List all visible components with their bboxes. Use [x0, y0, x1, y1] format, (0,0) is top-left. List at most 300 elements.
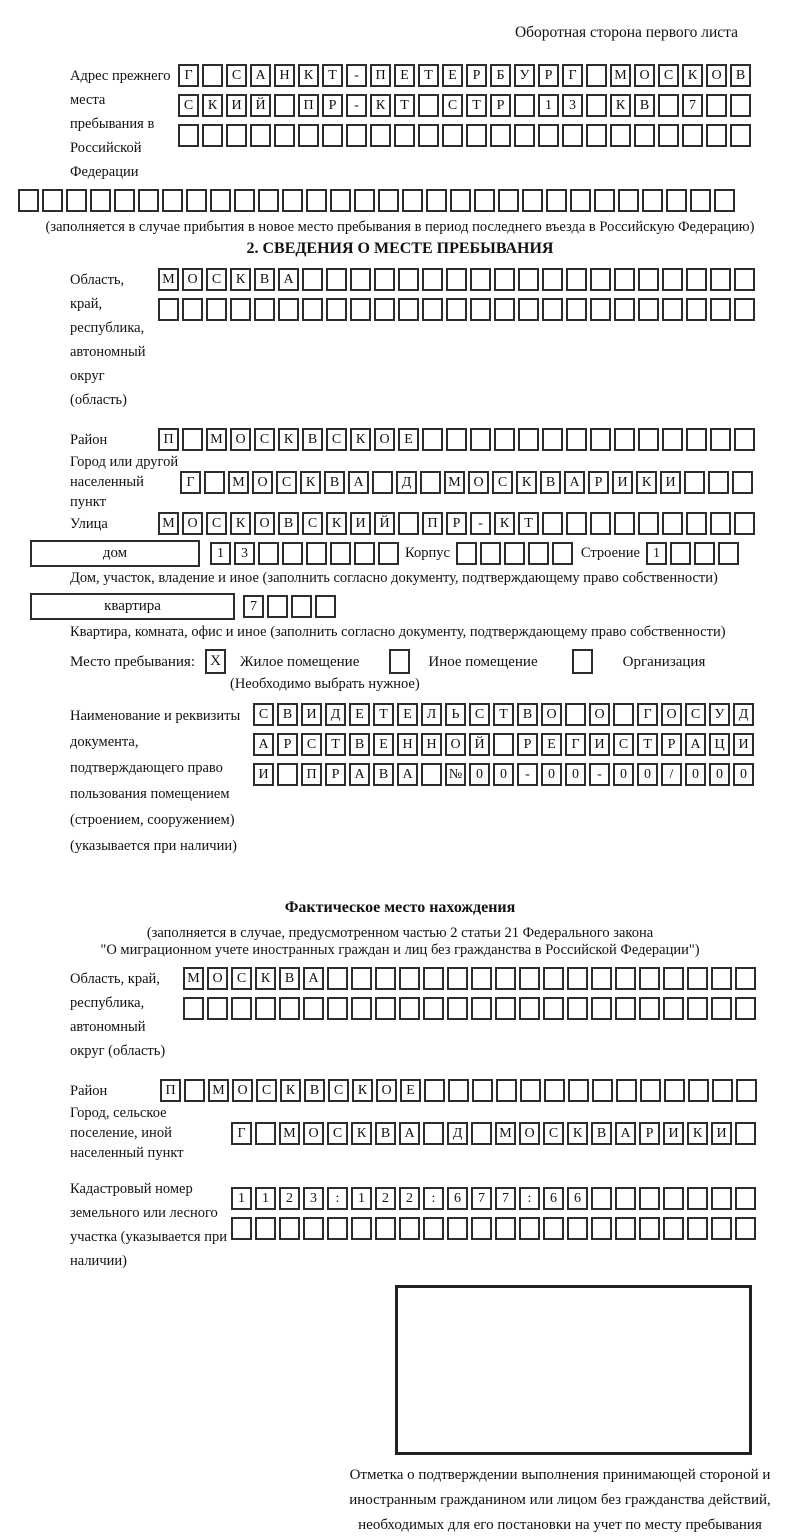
char-box[interactable]: А [253, 733, 274, 756]
char-box[interactable]: 7 [682, 94, 703, 117]
char-box[interactable] [686, 512, 707, 535]
char-box[interactable]: К [255, 967, 276, 990]
char-box[interactable]: 1 [231, 1187, 252, 1210]
char-box[interactable] [542, 512, 563, 535]
char-box[interactable] [298, 124, 319, 147]
char-box[interactable] [450, 189, 471, 212]
char-box[interactable] [639, 997, 660, 1020]
char-box[interactable] [735, 1122, 756, 1145]
char-box[interactable] [634, 124, 655, 147]
char-box[interactable] [418, 124, 439, 147]
char-box[interactable] [303, 1217, 324, 1240]
char-box[interactable]: О [303, 1122, 324, 1145]
char-box[interactable] [544, 1079, 565, 1102]
char-box[interactable] [735, 997, 756, 1020]
char-box[interactable]: О [541, 703, 562, 726]
char-box[interactable]: И [226, 94, 247, 117]
char-box[interactable]: О [445, 733, 466, 756]
char-box[interactable] [471, 1217, 492, 1240]
char-box[interactable] [590, 268, 611, 291]
char-box[interactable]: К [370, 94, 391, 117]
char-box[interactable] [351, 1217, 372, 1240]
char-box[interactable]: Г [180, 471, 201, 494]
char-box[interactable] [586, 94, 607, 117]
char-box[interactable] [687, 1217, 708, 1240]
char-box[interactable]: 2 [279, 1187, 300, 1210]
char-box[interactable] [378, 189, 399, 212]
char-box[interactable]: Р [446, 512, 467, 535]
char-box[interactable]: О [230, 428, 251, 451]
char-box[interactable] [638, 268, 659, 291]
char-box[interactable] [158, 298, 179, 321]
char-box[interactable] [394, 124, 415, 147]
char-box[interactable]: М [158, 512, 179, 535]
char-box[interactable] [350, 298, 371, 321]
char-box[interactable]: М [206, 428, 227, 451]
char-box[interactable]: 6 [567, 1187, 588, 1210]
char-box[interactable] [638, 298, 659, 321]
char-box[interactable]: Е [373, 733, 394, 756]
char-box[interactable] [498, 189, 519, 212]
char-box[interactable] [638, 512, 659, 535]
char-box[interactable] [662, 428, 683, 451]
char-box[interactable]: А [685, 733, 706, 756]
char-box[interactable]: К [494, 512, 515, 535]
char-box[interactable] [326, 298, 347, 321]
char-box[interactable]: Т [373, 703, 394, 726]
char-box[interactable] [372, 471, 393, 494]
char-box[interactable]: С [276, 471, 297, 494]
char-box[interactable] [423, 1122, 444, 1145]
char-box[interactable]: С [206, 512, 227, 535]
char-box[interactable] [447, 997, 468, 1020]
char-box[interactable] [710, 512, 731, 535]
char-box[interactable]: С [328, 1079, 349, 1102]
char-box[interactable] [350, 268, 371, 291]
char-box[interactable] [519, 1217, 540, 1240]
char-box[interactable]: И [733, 733, 754, 756]
char-box[interactable] [712, 1079, 733, 1102]
char-box[interactable]: Н [397, 733, 418, 756]
char-box[interactable]: 1 [255, 1187, 276, 1210]
char-box[interactable]: К [567, 1122, 588, 1145]
char-box[interactable] [402, 189, 423, 212]
char-box[interactable]: / [661, 763, 682, 786]
char-box[interactable] [374, 298, 395, 321]
char-box[interactable]: Е [394, 64, 415, 87]
char-box[interactable]: О [374, 428, 395, 451]
char-box[interactable] [182, 428, 203, 451]
char-box[interactable]: И [612, 471, 633, 494]
char-box[interactable] [42, 189, 63, 212]
char-box[interactable] [706, 94, 727, 117]
char-box[interactable]: Р [661, 733, 682, 756]
char-box[interactable] [710, 298, 731, 321]
char-box[interactable]: 0 [685, 763, 706, 786]
char-box[interactable]: К [280, 1079, 301, 1102]
char-box[interactable] [493, 733, 514, 756]
char-box[interactable] [162, 189, 183, 212]
char-box[interactable]: Р [322, 94, 343, 117]
char-box[interactable]: 0 [709, 763, 730, 786]
char-box[interactable] [591, 1187, 612, 1210]
char-box[interactable]: Е [541, 733, 562, 756]
char-box[interactable]: Й [250, 94, 271, 117]
char-box[interactable]: П [301, 763, 322, 786]
char-box[interactable] [736, 1079, 757, 1102]
char-box[interactable] [302, 298, 323, 321]
char-box[interactable] [735, 967, 756, 990]
char-box[interactable] [687, 1187, 708, 1210]
char-box[interactable] [735, 1217, 756, 1240]
char-box[interactable] [418, 94, 439, 117]
char-box[interactable]: А [303, 967, 324, 990]
char-box[interactable]: М [208, 1079, 229, 1102]
char-box[interactable]: П [158, 428, 179, 451]
char-box[interactable] [616, 1079, 637, 1102]
char-box[interactable]: М [183, 967, 204, 990]
char-box[interactable] [279, 1217, 300, 1240]
char-box[interactable]: 0 [637, 763, 658, 786]
char-box[interactable]: 0 [733, 763, 754, 786]
char-box[interactable] [354, 542, 375, 565]
char-box[interactable] [494, 428, 515, 451]
char-box[interactable]: С [469, 703, 490, 726]
char-box[interactable] [442, 124, 463, 147]
char-box[interactable]: А [564, 471, 585, 494]
char-box[interactable]: - [517, 763, 538, 786]
char-box[interactable]: П [422, 512, 443, 535]
char-box[interactable]: В [302, 428, 323, 451]
char-box[interactable]: 0 [541, 763, 562, 786]
char-box[interactable] [714, 189, 735, 212]
char-box[interactable] [447, 1217, 468, 1240]
char-box[interactable] [514, 124, 535, 147]
char-box[interactable] [267, 595, 288, 618]
char-box[interactable] [734, 428, 755, 451]
char-box[interactable]: 6 [543, 1187, 564, 1210]
char-box[interactable]: В [373, 763, 394, 786]
char-box[interactable] [278, 298, 299, 321]
char-box[interactable]: И [350, 512, 371, 535]
char-box[interactable]: К [278, 428, 299, 451]
char-box[interactable] [694, 542, 715, 565]
char-box[interactable] [351, 997, 372, 1020]
char-box[interactable] [730, 94, 751, 117]
char-box[interactable] [687, 967, 708, 990]
char-box[interactable]: П [160, 1079, 181, 1102]
char-box[interactable] [735, 1187, 756, 1210]
char-box[interactable] [567, 967, 588, 990]
char-box[interactable] [330, 542, 351, 565]
char-box[interactable]: 0 [469, 763, 490, 786]
char-box[interactable]: К [636, 471, 657, 494]
char-box[interactable] [327, 967, 348, 990]
char-box[interactable] [586, 124, 607, 147]
char-box[interactable] [690, 189, 711, 212]
char-box[interactable]: О [254, 512, 275, 535]
char-box[interactable] [706, 124, 727, 147]
char-box[interactable]: Р [588, 471, 609, 494]
char-box[interactable] [686, 298, 707, 321]
char-box[interactable] [18, 189, 39, 212]
char-box[interactable] [258, 542, 279, 565]
char-box[interactable] [399, 1217, 420, 1240]
char-box[interactable]: М [228, 471, 249, 494]
char-box[interactable]: Г [231, 1122, 252, 1145]
char-box[interactable] [618, 189, 639, 212]
char-box[interactable] [615, 1217, 636, 1240]
char-box[interactable] [375, 1217, 396, 1240]
char-box[interactable] [315, 595, 336, 618]
char-box[interactable] [470, 298, 491, 321]
char-box[interactable]: О [232, 1079, 253, 1102]
char-box[interactable]: Б [490, 64, 511, 87]
char-box[interactable] [374, 268, 395, 291]
char-box[interactable] [255, 1217, 276, 1240]
char-box[interactable] [711, 967, 732, 990]
char-box[interactable]: Т [325, 733, 346, 756]
char-box[interactable]: Т [418, 64, 439, 87]
char-box[interactable] [514, 94, 535, 117]
char-box[interactable] [424, 1079, 445, 1102]
char-box[interactable] [615, 997, 636, 1020]
char-box[interactable]: 2 [399, 1187, 420, 1210]
char-box[interactable]: О [706, 64, 727, 87]
char-box[interactable]: К [230, 512, 251, 535]
char-box[interactable]: К [516, 471, 537, 494]
char-box[interactable]: В [634, 94, 655, 117]
char-box[interactable] [718, 542, 739, 565]
char-box[interactable]: Р [538, 64, 559, 87]
char-box[interactable]: Д [447, 1122, 468, 1145]
char-box[interactable]: В [517, 703, 538, 726]
char-box[interactable] [610, 124, 631, 147]
char-box[interactable] [518, 298, 539, 321]
char-box[interactable]: С [442, 94, 463, 117]
char-box[interactable] [518, 268, 539, 291]
char-box[interactable] [519, 997, 540, 1020]
char-box[interactable]: 3 [562, 94, 583, 117]
char-box[interactable]: С [302, 512, 323, 535]
char-box[interactable] [234, 189, 255, 212]
char-box[interactable] [230, 298, 251, 321]
char-box[interactable] [542, 428, 563, 451]
char-box[interactable]: 3 [234, 542, 255, 565]
char-box[interactable] [684, 471, 705, 494]
char-box[interactable] [614, 428, 635, 451]
char-box[interactable]: 0 [565, 763, 586, 786]
char-box[interactable]: 1 [351, 1187, 372, 1210]
char-box[interactable]: С [301, 733, 322, 756]
char-box[interactable] [562, 124, 583, 147]
char-box[interactable] [688, 1079, 709, 1102]
char-box[interactable] [490, 124, 511, 147]
char-box[interactable] [375, 967, 396, 990]
char-box[interactable] [638, 428, 659, 451]
char-box[interactable]: Р [517, 733, 538, 756]
char-box[interactable] [470, 428, 491, 451]
char-box[interactable]: Е [397, 703, 418, 726]
char-box[interactable]: Л [421, 703, 442, 726]
char-box[interactable] [447, 967, 468, 990]
char-box[interactable] [231, 1217, 252, 1240]
char-box[interactable] [566, 268, 587, 291]
char-box[interactable] [613, 703, 634, 726]
char-box[interactable]: Н [274, 64, 295, 87]
char-box[interactable] [226, 124, 247, 147]
char-box[interactable] [495, 1217, 516, 1240]
char-box[interactable] [274, 94, 295, 117]
char-box[interactable] [291, 595, 312, 618]
char-box[interactable] [538, 124, 559, 147]
char-box[interactable] [90, 189, 111, 212]
char-box[interactable] [274, 124, 295, 147]
char-box[interactable]: А [349, 763, 370, 786]
char-box[interactable]: Г [637, 703, 658, 726]
char-box[interactable]: Т [394, 94, 415, 117]
char-box[interactable]: С [492, 471, 513, 494]
char-box[interactable] [711, 1217, 732, 1240]
char-box[interactable] [711, 997, 732, 1020]
char-box[interactable]: 1 [538, 94, 559, 117]
char-box[interactable]: В [324, 471, 345, 494]
char-box[interactable] [446, 428, 467, 451]
char-box[interactable] [471, 967, 492, 990]
char-box[interactable]: М [495, 1122, 516, 1145]
char-box[interactable]: О [207, 967, 228, 990]
char-box[interactable]: К [610, 94, 631, 117]
char-box[interactable] [277, 763, 298, 786]
char-box[interactable] [546, 189, 567, 212]
checkbox-organizatsiya[interactable] [572, 649, 593, 674]
char-box[interactable] [282, 189, 303, 212]
char-box[interactable] [528, 542, 549, 565]
char-box[interactable]: К [300, 471, 321, 494]
char-box[interactable]: 7 [243, 595, 264, 618]
char-box[interactable]: М [444, 471, 465, 494]
char-box[interactable]: К [352, 1079, 373, 1102]
char-box[interactable] [732, 471, 753, 494]
char-box[interactable] [730, 124, 751, 147]
char-box[interactable] [422, 298, 443, 321]
char-box[interactable]: А [615, 1122, 636, 1145]
char-box[interactable] [254, 298, 275, 321]
char-box[interactable]: Р [325, 763, 346, 786]
char-box[interactable] [639, 1187, 660, 1210]
char-box[interactable] [258, 189, 279, 212]
char-box[interactable] [422, 268, 443, 291]
char-box[interactable] [231, 997, 252, 1020]
char-box[interactable]: О [519, 1122, 540, 1145]
char-box[interactable]: А [397, 763, 418, 786]
char-box[interactable]: - [470, 512, 491, 535]
char-box[interactable] [202, 124, 223, 147]
char-box[interactable] [182, 298, 203, 321]
char-box[interactable] [640, 1079, 661, 1102]
char-box[interactable] [446, 268, 467, 291]
char-box[interactable]: В [254, 268, 275, 291]
char-box[interactable]: С [226, 64, 247, 87]
char-box[interactable] [686, 428, 707, 451]
char-box[interactable] [206, 298, 227, 321]
char-box[interactable]: Г [562, 64, 583, 87]
char-box[interactable]: Т [637, 733, 658, 756]
char-box[interactable]: В [277, 703, 298, 726]
char-box[interactable]: И [711, 1122, 732, 1145]
char-box[interactable] [421, 763, 442, 786]
char-box[interactable] [279, 997, 300, 1020]
char-box[interactable] [518, 428, 539, 451]
char-box[interactable] [399, 967, 420, 990]
char-box[interactable]: : [423, 1187, 444, 1210]
char-box[interactable]: Р [466, 64, 487, 87]
char-box[interactable] [708, 471, 729, 494]
char-box[interactable] [566, 428, 587, 451]
char-box[interactable] [662, 512, 683, 535]
char-box[interactable] [711, 1187, 732, 1210]
char-box[interactable] [466, 124, 487, 147]
char-box[interactable]: С [206, 268, 227, 291]
char-box[interactable] [519, 967, 540, 990]
char-box[interactable] [662, 298, 683, 321]
char-box[interactable]: С [178, 94, 199, 117]
char-box[interactable] [614, 512, 635, 535]
char-box[interactable]: А [348, 471, 369, 494]
char-box[interactable] [663, 1187, 684, 1210]
char-box[interactable]: Т [493, 703, 514, 726]
char-box[interactable] [670, 542, 691, 565]
char-box[interactable]: Д [396, 471, 417, 494]
char-box[interactable]: М [610, 64, 631, 87]
char-box[interactable]: 7 [471, 1187, 492, 1210]
char-box[interactable] [614, 268, 635, 291]
char-box[interactable] [543, 1217, 564, 1240]
char-box[interactable] [662, 268, 683, 291]
char-box[interactable]: В [349, 733, 370, 756]
char-box[interactable]: О [182, 512, 203, 535]
char-box[interactable] [687, 997, 708, 1020]
char-box[interactable]: С [253, 703, 274, 726]
char-box[interactable] [470, 268, 491, 291]
char-box[interactable] [423, 967, 444, 990]
char-box[interactable]: Й [469, 733, 490, 756]
char-box[interactable] [566, 298, 587, 321]
char-box[interactable]: А [399, 1122, 420, 1145]
char-box[interactable]: К [230, 268, 251, 291]
char-box[interactable]: Т [322, 64, 343, 87]
char-box[interactable] [327, 1217, 348, 1240]
char-box[interactable] [178, 124, 199, 147]
char-box[interactable] [420, 471, 441, 494]
char-box[interactable] [666, 189, 687, 212]
char-box[interactable] [591, 1217, 612, 1240]
char-box[interactable]: : [519, 1187, 540, 1210]
char-box[interactable] [590, 298, 611, 321]
char-box[interactable] [66, 189, 87, 212]
char-box[interactable]: Ь [445, 703, 466, 726]
char-box[interactable]: П [370, 64, 391, 87]
char-box[interactable]: М [279, 1122, 300, 1145]
char-box[interactable]: К [202, 94, 223, 117]
char-box[interactable]: 1 [210, 542, 231, 565]
char-box[interactable] [426, 189, 447, 212]
char-box[interactable] [504, 542, 525, 565]
char-box[interactable] [255, 1122, 276, 1145]
char-box[interactable] [306, 189, 327, 212]
char-box[interactable]: П [298, 94, 319, 117]
char-box[interactable] [734, 268, 755, 291]
